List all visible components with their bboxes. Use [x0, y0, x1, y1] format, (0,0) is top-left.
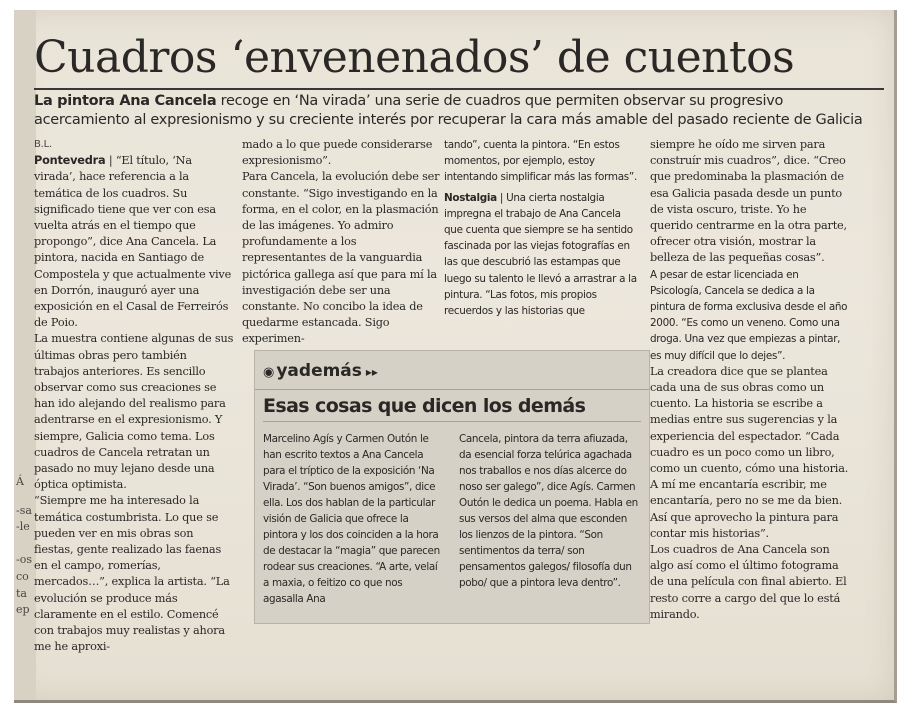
adjacent-column-fragment [14, 10, 36, 700]
article-column-4 [650, 137, 850, 623]
paragraph: A pesar de estar licenciada en Psicología, Cancela se dedica a la pintura de forma exclusiva desde el año 2000. “Es como un veneno. Como una droga. Una vez que empiezas a pintar, es muy difícil que lo dejes”. [650, 268, 848, 362]
edge-fragment: ep [16, 603, 30, 616]
headline: Cuadros ‘envenenados’ de cuentos [34, 32, 795, 83]
deck-lead: La pintora Ana Cancela [34, 93, 217, 109]
paragraph: Marcelino Agís y Carmen Outón le han escrito textos a Ana Cancela para el tríptico de la exposición ‘Na Virada’. “Son buenos amigos”, dice ella. Los dos hablan de la particular visión de Galicia que ofrece la pintora y los dos coinciden a la hora de destacar la “magia” que parecen rodear sus creaciones. “A arte, velaí a maxia, o feitizo co que nos agasalla Ana [263, 433, 440, 605]
sidebar-tag [263, 361, 378, 381]
edge-fragment: -os [16, 553, 32, 566]
edge-fragment: -le [16, 520, 30, 533]
dateline: Pontevedra [34, 154, 106, 168]
sidebar-divider [255, 389, 649, 390]
byline: B.L. [34, 139, 52, 150]
paragraph: Los cuadros de Ana Cancela son algo así como el último fotograma de una película con final abierto. El resto corre a cargo del que lo está mirando. [650, 543, 847, 621]
sidebar-title: Esas cosas que dicen los demás [263, 395, 641, 422]
deck [34, 92, 874, 130]
sidebar-column-right [459, 431, 641, 591]
paragraph: La creadora dice que se plantea cada una de sus obras como un cuento. La historia se escribe a medias entre sus sugerencias y la experiencia del espectador. “Cada cuadro es un poco como un libro, como un cuento, cómo una historia. A mí me encantaría escribir, me encantaría, pero no se me da bien. Así que aprovecho la pintura para contar mis historias”. [650, 364, 849, 540]
sidebar-tag-text: yademás [276, 361, 362, 381]
article-column-1 [34, 137, 234, 656]
headline-rule [34, 88, 884, 90]
article-column-2 [242, 137, 442, 348]
subhead-nostalgia: Nostalgia [444, 191, 497, 204]
deck-text: recoge en ‘Na virada’ una serie de cuadros que permiten observar su progresivo acercamiento al expresionismo y su creciente interés por recuperar la cara más amable del pasado reciente de Galicia [34, 93, 863, 128]
paragraph: Para Cancela, la evolución debe ser constante. “Sigo investigando en la forma, en el color, en la plasmación de las imágenes. Yo admiro profundamente a los representantes de la vanguardia pictórica gallega así que para mí la investigación debe ser una constante. No concibo la idea de quedarme estancada. Sigo experimen- [242, 170, 440, 346]
paragraph: | “El título, ‘Na virada’, hace referencia a la temática de los cuadros. Su significado tiene que ver con esa vuelta atrás en el tiempo que propongo”, dice Ana Cancela. La pintora, nacida en Santiago de Compostela y que actualmente vive en Dorrón, inauguró ayer una exposición en el Casal de Ferreirós de Poio. [34, 154, 232, 330]
paragraph: tando”, cuenta la pintora. “En estos momentos, por ejemplo, estoy intentando simplificar más las formas”. [444, 139, 637, 184]
paragraph: “Siempre me ha interesado la temática costumbrista. Lo que se pueden ver en mis obras son fiestas, gente realizado las faenas en el campo, romerías, mercados…”, explica la artista. “La evolución se produce más claramente en el estilo. Comencé con trabajos muy realistas y ahora me he aproxi- [34, 494, 230, 654]
double-arrow-icon: ▸▸ [365, 365, 378, 379]
paragraph: siempre he oído me sirven para construír mis cuadros”, dice. “Creo que predominaba la plasmación de esa Galicia pasada desde un punto de vista oscuro, triste. Yo he querido centrarme en la otra parte, ofrecer otra visión, mostrar la belleza de las pequeñas cosas”. [650, 138, 847, 265]
paragraph: La muestra contiene algunas de sus últimas obras pero también trabajos anteriores. Es sencillo observar como sus creaciones se han ido alejando del realismo para adentrarse en el expresionismo. Y siempre, Galicia como tema. Los cuadros de Cancela retratan un pasado no muy lejano desde una óptica optimista. [34, 332, 234, 492]
paragraph: | Una cierta nostalgia impregna el trabajo de Ana Cancela que cuenta que siempre se ha sentido fascinada por las viejas fotografías en las que descubrió las estampas que luego su talento le llevó a arrastrar a la pintura. “Las fotos, mis propios recuerdos y las historias que [444, 191, 637, 318]
edge-fragment: -sa [16, 504, 32, 517]
eye-icon: ◉ [263, 365, 275, 380]
sidebar-box [254, 350, 650, 624]
paragraph: mado a lo que puede considerarse expresionismo”. [242, 138, 433, 168]
article-column-3 [444, 137, 640, 319]
edge-fragment: Á [16, 475, 24, 488]
edge-fragment: co [16, 570, 29, 583]
sidebar-column-left [263, 431, 445, 607]
newspaper-clipping [14, 10, 897, 703]
edge-fragment: ta [16, 587, 27, 600]
paragraph: Cancela, pintora da terra afiuzada, da esencial forza telúrica agachada nos traballos e nos días alcerce do noso ser galego”, dice Agís. Carmen Outón le dedica un poema. Habla en sus versos del alma que esconden los lienzos de la pintora. “Son sentimentos da terra/ son pensamentos galegos/ filosofía dun pobo/ que a pintora leva dentro”. [459, 433, 638, 589]
